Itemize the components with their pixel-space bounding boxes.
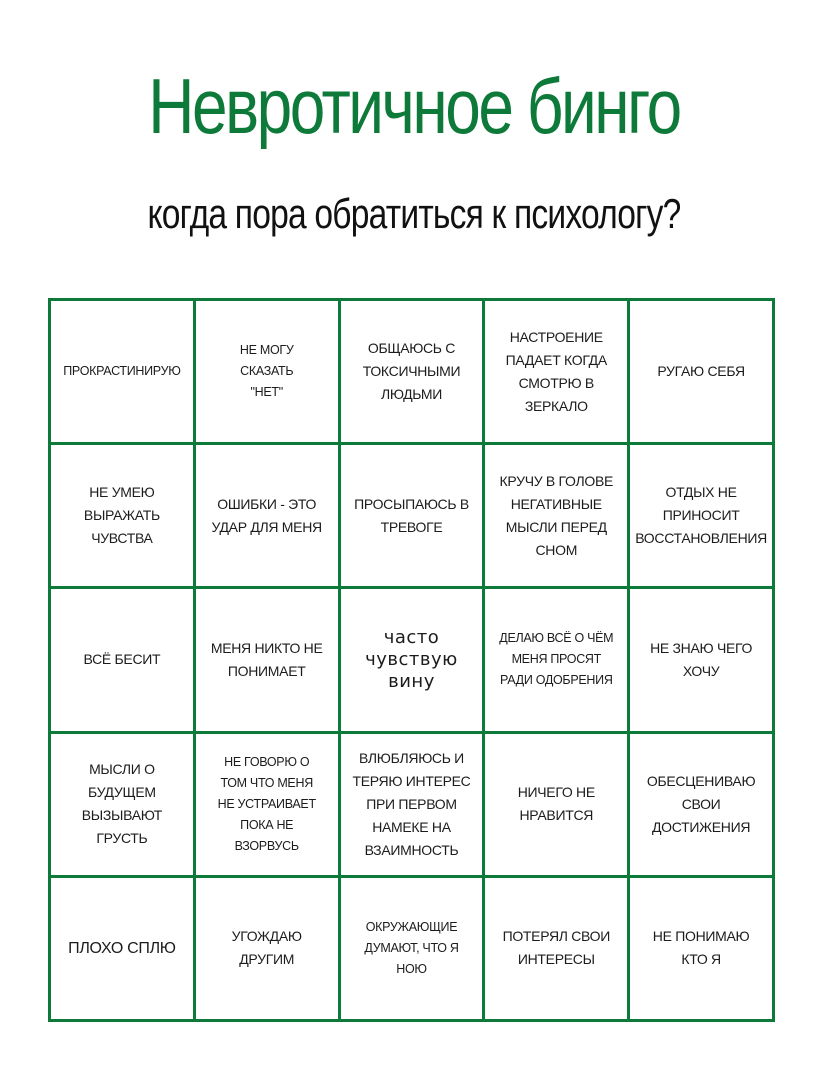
- bingo-cell-label: ПРОСЫПАЮСЬ В ТРЕВОГЕ: [354, 495, 469, 535]
- bingo-cell: [196, 301, 341, 445]
- bingo-cell: [630, 445, 775, 589]
- page-title: Невротичное бинго: [148, 62, 680, 150]
- bingo-cell: [341, 301, 486, 445]
- bingo-cell: [485, 589, 630, 733]
- bingo-cell-label: НЕ МОГУ СКАЗАТЬ "НЕТ": [239, 343, 294, 400]
- bingo-cell-label: НЕ ГОВОРЮ О ТОМ ЧТО МЕНЯ НЕ УСТРАИВАЕТ ПОКА НЕ ВЗОРВУСЬ: [217, 754, 316, 853]
- bingo-cell-label: НЕ ЗНАЮ ЧЕГО ХОЧУ: [650, 639, 753, 679]
- bingo-cell: [630, 301, 775, 445]
- bingo-cell-label: ОБЩАЮСЬ С ТОКСИЧНЫМИ ЛЮДЬМИ: [362, 340, 461, 403]
- page-subtitle: когда пора обратиться к психологу?: [147, 190, 681, 237]
- bingo-cell: [341, 734, 486, 878]
- bingo-cell: [51, 734, 196, 878]
- bingo-cell: [196, 445, 341, 589]
- bingo-cell-label: ОБЕСЦЕНИВАЮ СВОИ ДОСТИЖЕНИЯ: [646, 772, 756, 835]
- bingo-cell: [341, 878, 486, 1022]
- bingo-cell: [485, 445, 630, 589]
- bingo-cell: [51, 301, 196, 445]
- bingo-cell-label: НЕ ПОНИМАЮ КТО Я: [652, 928, 750, 968]
- bingo-cell-label: ВЛЮБЛЯЮСЬ И ТЕРЯЮ ИНТЕРЕС ПРИ ПЕРВОМ НАМЕКЕ НА ВЗАИМНОСТЬ: [352, 749, 471, 858]
- bingo-cell: [630, 878, 775, 1022]
- bingo-cell: [51, 878, 196, 1022]
- bingo-cell-label: МЫСЛИ О БУДУЩЕМ ВЫЗЫВАЮТ ГРУСТЬ: [81, 761, 163, 847]
- bingo-cell: [630, 734, 775, 878]
- bingo-cell-label: ПЛОХО СПЛЮ: [68, 939, 176, 957]
- bingo-cell: [341, 589, 486, 733]
- bingo-cell-label: ОТДЫХ НЕ ПРИНОСИТ ВОССТАНОВЛЕНИЯ: [635, 484, 767, 547]
- bingo-cell: [51, 589, 196, 733]
- bingo-cell: [630, 589, 775, 733]
- bingo-cell-label: часто чувствую вину: [365, 626, 458, 692]
- bingo-cell-label: ПОТЕРЯЛ СВОИ ИНТЕРЕСЫ: [502, 928, 610, 968]
- bingo-cell-label: ОШИБКИ - ЭТО УДАР ДЛЯ МЕНЯ: [211, 495, 322, 535]
- bingo-cell-label: КРУЧУ В ГОЛОВЕ НЕГАТИВНЫЕ МЫСЛИ ПЕРЕД СНОМ: [499, 472, 614, 558]
- bingo-cell: [51, 445, 196, 589]
- bingo-cell-label: ОКРУЖАЮЩИЕ ДУМАЮТ, ЧТО Я НОЮ: [364, 919, 459, 976]
- bingo-cell-label: НАСТРОЕНИЕ ПАДАЕТ КОГДА СМОТРЮ В ЗЕРКАЛО: [505, 328, 607, 414]
- bingo-cell-label: НИЧЕГО НЕ НРАВИТСЯ: [517, 784, 595, 824]
- bingo-cell: [196, 734, 341, 878]
- bingo-cell: [485, 734, 630, 878]
- bingo-cell-label: ВСЁ БЕСИТ: [83, 651, 161, 668]
- bingo-cell-label: МЕНЯ НИКТО НЕ ПОНИМАЕТ: [210, 639, 323, 679]
- bingo-cell: [341, 445, 486, 589]
- bingo-cell-label: УГОЖДАЮ ДРУГИМ: [231, 928, 302, 968]
- bingo-cell-label: НЕ УМЕЮ ВЫРАЖАТЬ ЧУВСТВА: [83, 484, 160, 547]
- bingo-cell-label: ДЕЛАЮ ВСЁ О ЧЁМ МЕНЯ ПРОСЯТ РАДИ ОДОБРЕНИЯ: [499, 631, 614, 688]
- bingo-cell: [196, 878, 341, 1022]
- bingo-cell: [196, 589, 341, 733]
- bingo-cell-label: ПРОКРАСТИНИРУЮ: [63, 364, 181, 379]
- bingo-cell-label: РУГАЮ СЕБЯ: [657, 363, 745, 380]
- bingo-cell: [485, 878, 630, 1022]
- bingo-grid: [48, 298, 775, 1022]
- bingo-cell: [485, 301, 630, 445]
